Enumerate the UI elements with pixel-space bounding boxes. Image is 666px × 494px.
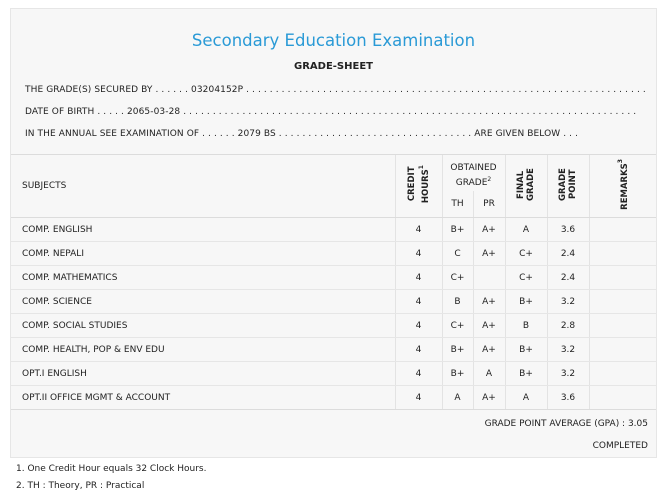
credit-hours-header: CREDIT HOURS$^1$ xyxy=(395,155,442,218)
grade-point-cell: 3.2 xyxy=(547,362,589,386)
final-grade-cell: B+ xyxy=(505,338,547,362)
practical-grade-cell: A+ xyxy=(473,242,505,266)
subject-cell: COMP. NEPALI xyxy=(11,242,395,266)
final-grade-header: FINAL GRADE xyxy=(505,155,547,218)
grade-point-cell: 3.6 xyxy=(547,386,589,410)
final-grade-cell: C+ xyxy=(505,266,547,290)
theory-grade-cell: B+ xyxy=(442,218,473,242)
table-row xyxy=(11,362,656,386)
subject-cell: COMP. SOCIAL STUDIES xyxy=(11,314,395,338)
grade-point-cell: 2.8 xyxy=(547,314,589,338)
credit-cell: 4 xyxy=(395,242,442,266)
credit-cell: 4 xyxy=(395,338,442,362)
grade-point-cell: 2.4 xyxy=(547,266,589,290)
table-row xyxy=(11,242,656,266)
remarks-cell xyxy=(589,242,656,266)
grade-point-cell: 3.2 xyxy=(547,290,589,314)
theory-grade-cell: C xyxy=(442,242,473,266)
grade-point-header: GRADE POINT xyxy=(547,155,589,218)
subject-cell: COMP. MATHEMATICS xyxy=(11,266,395,290)
grade-point-cell: 3.6 xyxy=(547,218,589,242)
grade-point-cell: 3.2 xyxy=(547,338,589,362)
practical-grade-cell: A+ xyxy=(473,338,505,362)
grade-secured-line: THE GRADE(S) SECURED BY . . . . . . 03204152P . . . . . . . . . . . . . . . . . . . . . . . . . . . . . . . . . . . . . . . . . . . . . . . . . . . . . . . . . . . . . . . . . . . . xyxy=(25,85,646,95)
credit-cell: 4 xyxy=(395,266,442,290)
grades-table xyxy=(11,154,656,410)
table-row xyxy=(11,218,656,242)
remarks-cell xyxy=(589,218,656,242)
footnote-credit-hour: 1. One Credit Hour equals 32 Clock Hours. xyxy=(16,464,207,474)
theory-grade-cell: B xyxy=(442,290,473,314)
table-row xyxy=(11,314,656,338)
subject-cell: COMP. SCIENCE xyxy=(11,290,395,314)
remarks-cell xyxy=(589,386,656,410)
subject-cell: COMP. HEALTH, POP & ENV EDU xyxy=(11,338,395,362)
subjects-header: SUBJECTS xyxy=(11,155,395,218)
date-of-birth-line: DATE OF BIRTH . . . . . 2065-03-28 . . . . . . . . . . . . . . . . . . . . . . . . . . . . . . . . . . . . . . . . . . . . . . . . . . . . . . . . . . . . . . . . . . . . . . . . . . . . . xyxy=(25,107,637,117)
final-grade-cell: B+ xyxy=(505,290,547,314)
remarks-header: REMARKS$^3$ xyxy=(589,155,656,218)
grade-sheet xyxy=(10,8,657,458)
grade-sheet-heading: GRADE-SHEET xyxy=(294,61,373,72)
practical-grade-cell: A+ xyxy=(473,290,505,314)
remarks-cell xyxy=(589,362,656,386)
remarks-cell xyxy=(589,314,656,338)
footnote-th-pr: 2. TH : Theory, PR : Practical xyxy=(16,481,145,491)
gpa-summary: GRADE POINT AVERAGE (GPA) : 3.05 xyxy=(484,419,648,429)
table-row xyxy=(11,338,656,362)
obtained-grade-header: OBTAINED GRADE$^2$ xyxy=(442,155,505,192)
page-title: Secondary Education Examination xyxy=(191,31,476,50)
remarks-cell xyxy=(589,338,656,362)
credit-cell: 4 xyxy=(395,314,442,338)
status-badge: COMPLETED xyxy=(592,441,648,451)
subject-cell: OPT.II OFFICE MGMT & ACCOUNT xyxy=(11,386,395,410)
practical-grade-cell: A+ xyxy=(473,386,505,410)
practical-header: PR xyxy=(473,191,505,218)
practical-grade-cell xyxy=(473,266,505,290)
credit-cell: 4 xyxy=(395,218,442,242)
theory-grade-cell: B+ xyxy=(442,362,473,386)
theory-grade-cell: C+ xyxy=(442,266,473,290)
practical-grade-cell: A+ xyxy=(473,218,505,242)
practical-grade-cell: A xyxy=(473,362,505,386)
final-grade-cell: C+ xyxy=(505,242,547,266)
practical-grade-cell: A+ xyxy=(473,314,505,338)
subject-cell: COMP. ENGLISH xyxy=(11,218,395,242)
subject-cell: OPT.I ENGLISH xyxy=(11,362,395,386)
exam-line: IN THE ANNUAL SEE EXAMINATION OF . . . . . . 2079 BS . . . . . . . . . . . . . . . . . . . . . . . . . . . . . . . . . ARE GIVEN BELOW . . . xyxy=(25,129,579,139)
theory-grade-cell: A xyxy=(442,386,473,410)
theory-grade-cell: C+ xyxy=(442,314,473,338)
theory-header: TH xyxy=(442,191,473,218)
table-row xyxy=(11,386,656,410)
final-grade-cell: B+ xyxy=(505,362,547,386)
header-row xyxy=(11,155,656,192)
theory-grade-cell: B+ xyxy=(442,338,473,362)
final-grade-cell: B xyxy=(505,314,547,338)
final-grade-cell: A xyxy=(505,386,547,410)
credit-cell: 4 xyxy=(395,362,442,386)
credit-cell: 4 xyxy=(395,290,442,314)
table-row xyxy=(11,266,656,290)
grade-point-cell: 2.4 xyxy=(547,242,589,266)
remarks-cell xyxy=(589,290,656,314)
table-row xyxy=(11,290,656,314)
remarks-cell xyxy=(589,266,656,290)
final-grade-cell: A xyxy=(505,218,547,242)
credit-cell: 4 xyxy=(395,386,442,410)
